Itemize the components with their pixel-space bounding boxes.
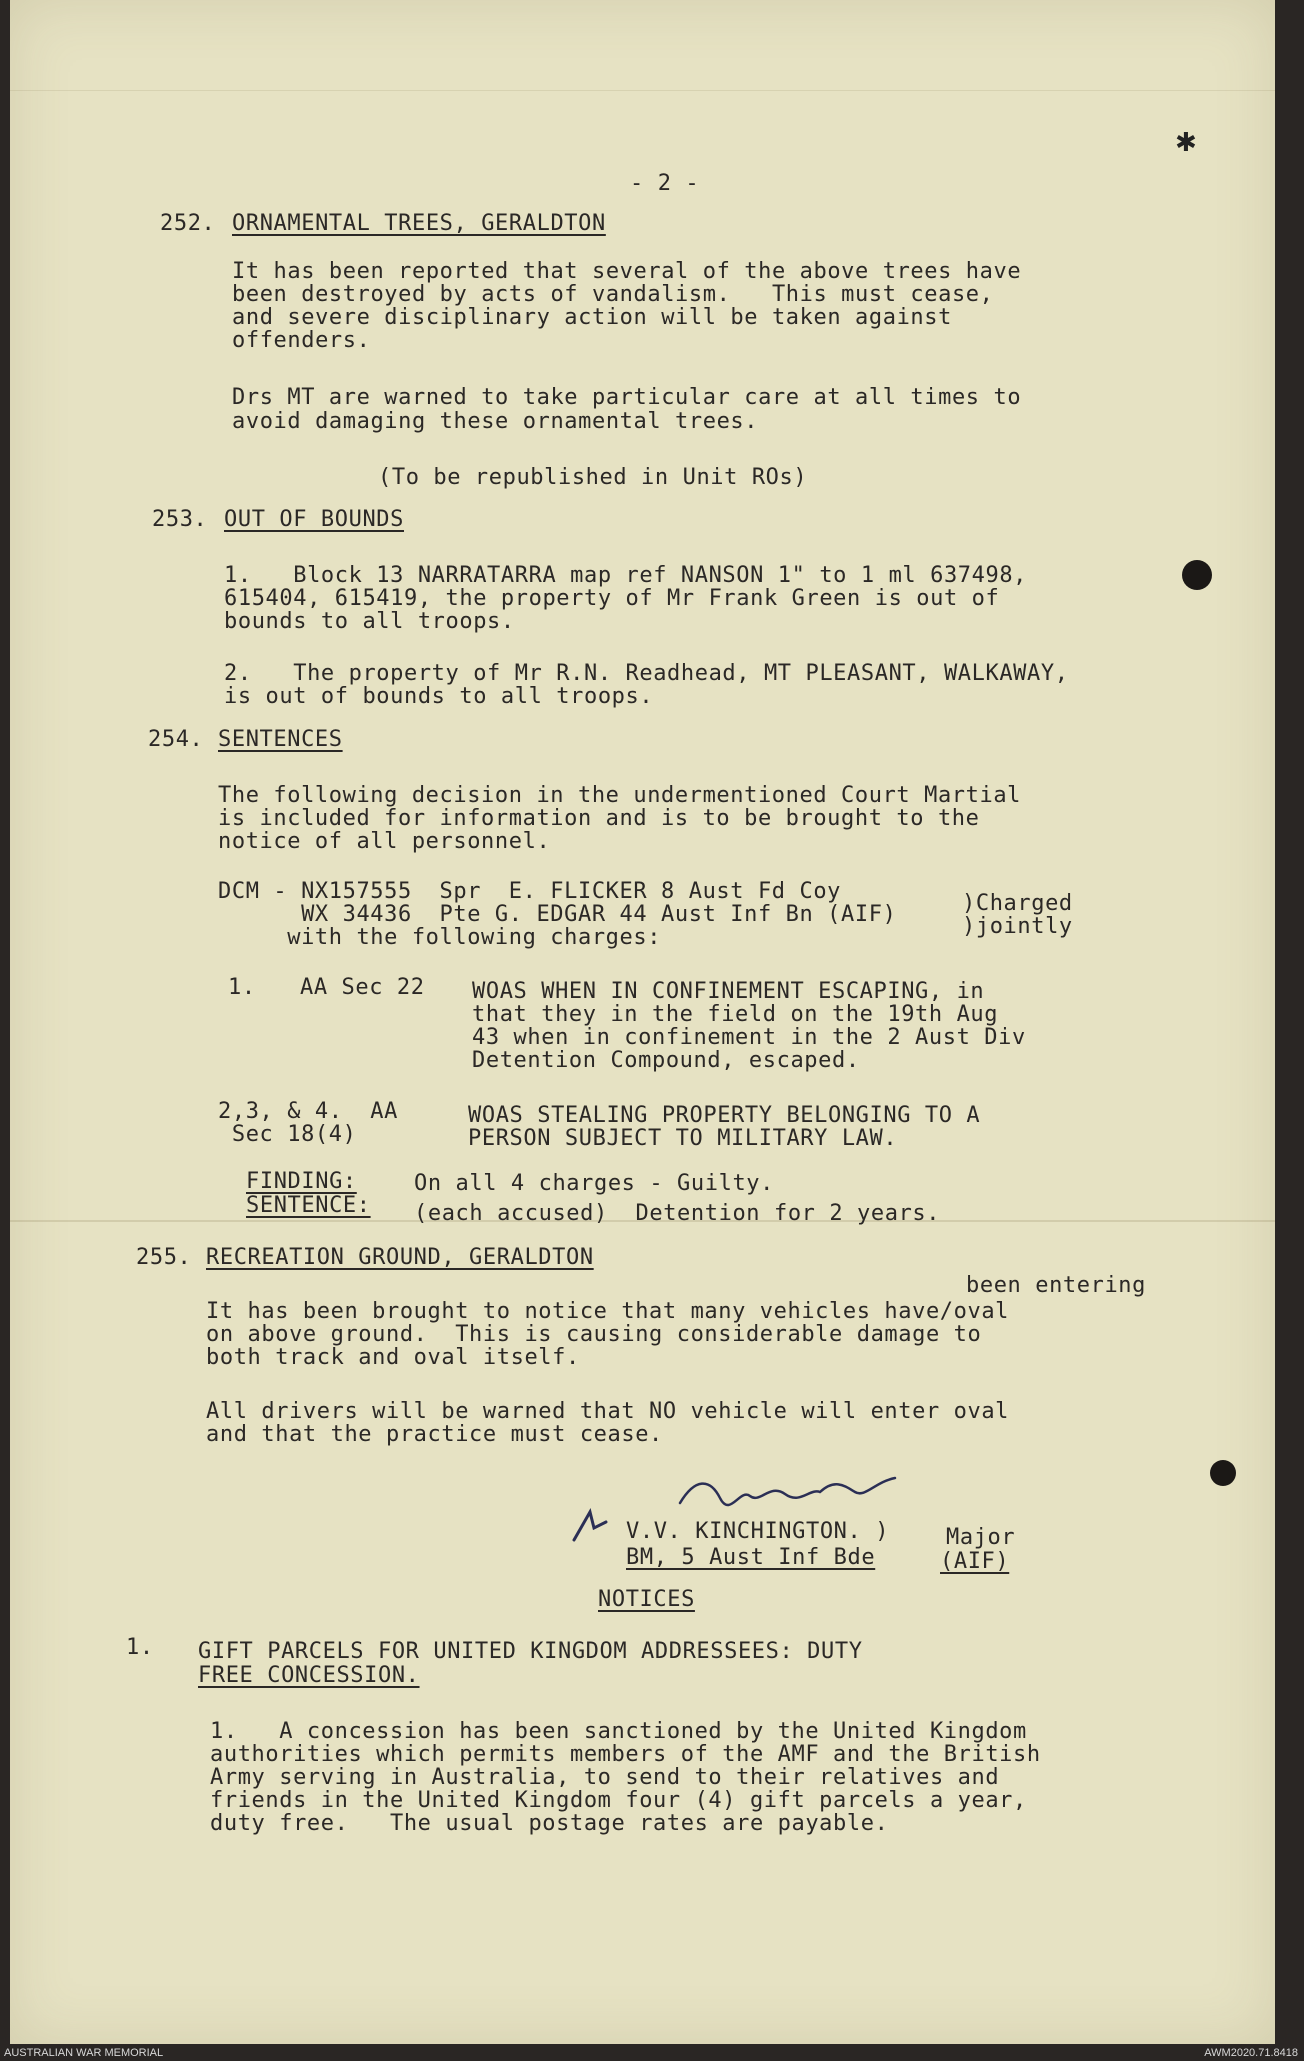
dcm-line: WX 34436 Pte G. EDGAR 44 Aust Inf Bn (AIF) — [218, 902, 897, 927]
paragraph-line: avoid damaging these ornamental trees. — [232, 409, 759, 434]
charge-section: AA Sec 22 — [300, 975, 425, 1000]
pencil-tick-icon: ✱ — [1175, 128, 1197, 158]
paper-crease — [10, 90, 1275, 91]
paragraph-line: both track and oval itself. — [206, 1345, 580, 1370]
paragraph-line: and severe disciplinary action will be taken against — [232, 305, 952, 330]
dcm-line: DCM - NX157555 Spr E. FLICKER 8 Aust Fd Coy — [218, 879, 842, 904]
charge-number: 2,3, & 4. AA — [218, 1099, 398, 1124]
paragraph-line: offenders. — [232, 328, 371, 353]
handwritten-insert: been entering — [966, 1273, 1146, 1298]
paragraph-line: is included for information and is to be brought to the — [218, 806, 980, 831]
document-page — [10, 0, 1275, 2044]
item-heading: ORNAMENTAL TREES, GERALDTON — [232, 211, 606, 236]
paragraph-line: 615404, 615419, the property of Mr Frank Green is out of — [224, 586, 1000, 611]
footer-source: AUSTRALIAN WAR MEMORIAL — [4, 2047, 164, 2059]
sentence-label: SENTENCE: — [246, 1193, 371, 1218]
item-number: 253. — [152, 507, 208, 532]
paragraph-line: on above ground. This is causing considerable damage to — [206, 1322, 982, 1347]
charge-number: 1. — [228, 975, 256, 1000]
charge-text: Detention Compound, escaped. — [472, 1048, 860, 1073]
finding-text: On all 4 charges - Guilty. — [414, 1171, 774, 1196]
item-number: 255. — [136, 1245, 192, 1270]
charged-jointly: )Charged — [962, 891, 1073, 916]
pen-mark-icon — [570, 1506, 610, 1546]
paragraph-line: Drs MT are warned to take particular care at all times to — [232, 385, 1022, 410]
signatory-name: V.V. KINCHINGTON. ) — [626, 1519, 890, 1544]
charge-text: WOAS WHEN IN CONFINEMENT ESCAPING, in — [472, 979, 985, 1004]
republish-note: (To be republished in Unit ROs) — [378, 465, 808, 490]
punch-hole — [1182, 560, 1212, 590]
signatory-aif: (AIF) — [940, 1549, 1010, 1574]
paragraph-line: It has been brought to notice that many vehicles have/oval — [206, 1299, 1010, 1324]
paragraph-line: and that the practice must cease. — [206, 1422, 663, 1447]
signatory-rank: Major — [946, 1525, 1016, 1550]
dcm-line: with the following charges: — [218, 925, 662, 950]
item-heading: SENTENCES — [218, 727, 343, 752]
charge-text: that they in the field on the 19th Aug — [472, 1002, 999, 1027]
paragraph-line: 1. Block 13 NARRATARRA map ref NANSON 1" to 1 ml 637498, — [224, 563, 1028, 588]
charge-text: 43 when in confinement in the 2 Aust Div — [472, 1025, 1026, 1050]
paragraph-line: Army serving in Australia, to send to their relatives and — [210, 1765, 1000, 1790]
sentence-text: (each accused) Detention for 2 years. — [414, 1201, 941, 1226]
charge-text: WOAS STEALING PROPERTY BELONGING TO A — [468, 1103, 981, 1128]
paragraph-line: All drivers will be warned that NO vehicle will enter oval — [206, 1399, 1010, 1424]
item-number: 254. — [148, 727, 204, 752]
handwritten-signature — [670, 1458, 910, 1518]
paragraph-line: been destroyed by acts of vandalism. This must cease, — [232, 282, 994, 307]
paragraph-line: duty free. The usual postage rates are payable. — [210, 1811, 889, 1836]
finding-label: FINDING: — [246, 1169, 357, 1194]
archive-footer — [0, 2046, 1304, 2061]
punch-hole — [1210, 1460, 1236, 1486]
paragraph-line: 2. The property of Mr R.N. Readhead, MT PLEASANT, WALKAWAY, — [224, 661, 1069, 686]
page-number: - 2 - — [630, 171, 700, 196]
notice-heading: GIFT PARCELS FOR UNITED KINGDOM ADDRESSEES: DUTY — [198, 1639, 863, 1664]
paragraph-line: bounds to all troops. — [224, 609, 515, 634]
charged-jointly: )jointly — [962, 914, 1073, 939]
footer-reference: AWM2020.71.8418 — [1204, 2047, 1298, 2059]
paragraph-line: The following decision in the undermentioned Court Martial — [218, 783, 1022, 808]
charge-text: PERSON SUBJECT TO MILITARY LAW. — [468, 1126, 898, 1151]
item-heading: RECREATION GROUND, GERALDTON — [206, 1245, 594, 1270]
item-heading: OUT OF BOUNDS — [224, 507, 404, 532]
paragraph-line: 1. A concession has been sanctioned by the United Kingdom — [210, 1719, 1027, 1744]
charge-section: Sec 18(4) — [218, 1122, 357, 1147]
item-number: 252. — [160, 211, 216, 236]
paragraph-line: is out of bounds to all troops. — [224, 684, 654, 709]
signatory-appointment: BM, 5 Aust Inf Bde — [626, 1545, 876, 1570]
paragraph-line: notice of all personnel. — [218, 829, 551, 854]
notice-heading: FREE CONCESSION. — [198, 1663, 420, 1688]
paragraph-line: authorities which permits members of the AMF and the British — [210, 1742, 1041, 1767]
paragraph-line: It has been reported that several of the above trees have — [232, 259, 1022, 284]
paragraph-line: friends in the United Kingdom four (4) gift parcels a year, — [210, 1788, 1027, 1813]
notice-number: 1. — [126, 1635, 154, 1660]
notices-title: NOTICES — [598, 1587, 695, 1612]
